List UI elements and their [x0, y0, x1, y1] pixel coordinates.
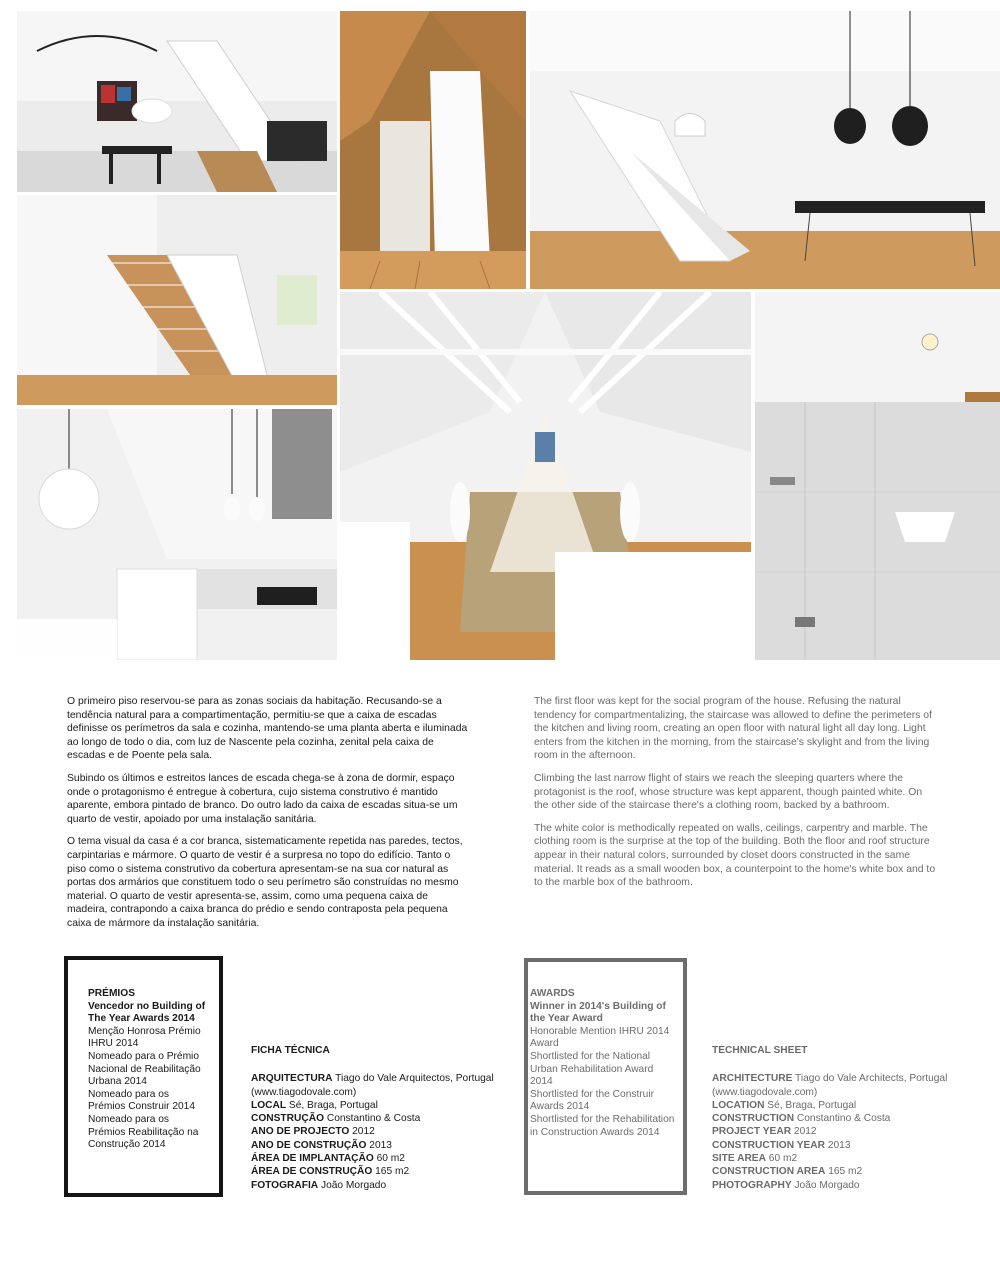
tech-value: Sé, Braga, Portugal: [764, 1099, 857, 1111]
tech-sheet-pt: [251, 1044, 511, 1192]
tech-row: [712, 1099, 972, 1112]
tech-row: [251, 1099, 511, 1112]
tech-value: Constantino & Costa: [794, 1113, 891, 1125]
photo-staircase: [17, 195, 337, 405]
tech-value: Sé, Braga, Portugal: [286, 1099, 378, 1111]
tech-label: LOCAL: [251, 1099, 287, 1111]
photo-kitchen: [17, 409, 337, 660]
tech-row: [712, 1072, 972, 1099]
tech-row: [251, 1125, 511, 1138]
tech-value: 165 m2: [825, 1166, 863, 1178]
tech-value: Constantino & Costa: [324, 1113, 421, 1125]
photo-living-room: [17, 11, 337, 192]
tech-label: ANO DE PROJECTO: [251, 1126, 350, 1138]
tech-sheet-title: FICHA TÉCNICA: [251, 1045, 330, 1056]
body-text-en: [534, 695, 938, 899]
tech-row: [712, 1139, 972, 1152]
award-item: Nomeado para o Prémio Nacional de Reabilitação Urbana 2014: [88, 1050, 201, 1088]
body-text-pt: [67, 695, 469, 940]
tech-label: PROJECT YEAR: [712, 1126, 792, 1138]
award-item: Shortlisted for the Construir Awards 2014: [530, 1088, 655, 1113]
tech-row: [712, 1112, 972, 1125]
awards-heading: PRÉMIOS: [88, 988, 135, 999]
tech-label: LOCATION: [712, 1099, 765, 1111]
tech-label: ARQUITECTURA: [251, 1073, 333, 1085]
tech-value: Tiago do Vale Arquitectos, Portugal (www.tiagodovale.com): [251, 1073, 494, 1098]
tech-row: [712, 1165, 972, 1178]
photo-bathroom: [755, 292, 1000, 660]
tech-label: ARCHITECTURE: [712, 1073, 793, 1085]
paragraph: Subindo os últimos e estreitos lances de escada chega-se à zona de dormir, espaço onde o protagonismo é entregue à cobertura, cujo sistema construtivo é mantido aparente, embora pintado de branco. Do outro lado da caixa de escadas situa-se um quarto de vestir, apoiado por uma instalação sanitária.: [67, 772, 458, 825]
awards-box-en: [524, 958, 687, 1195]
paragraph: Climbing the last narrow flight of stairs we reach the sleeping quarters where the protagonist is the roof, whose structure was kept apparent, though painted white. On the other side of the staircase there's a clothing room, backed by a bathroom.: [534, 772, 923, 812]
paragraph: O tema visual da casa é a cor branca, sistematicamente repetida nas paredes, tectos, carpintarias e mármore. O quarto de vestir é a surpresa no topo do edifício. Tanto o piso como o sistema construtivo da cobertura apresentam-se na sua cor natural as portas dos armários que constituem todo o seu perímetro são construídas no mesmo material. O quarto de vestir apresenta-se, assim, como uma pequena caixa de madeira, contrapondo a caixa branca do prédio e sendo contraposta pela pequena caixa de mármore da instalação sanitária.: [67, 836, 463, 929]
tech-label: ÁREA DE CONSTRUÇÃO: [251, 1166, 373, 1178]
tech-value: Tiago do Vale Architects, Portugal (www.tiagodovale.com): [712, 1073, 948, 1098]
tech-row: [712, 1125, 972, 1138]
award-item: Honorable Mention IHRU 2014 Award: [530, 1025, 670, 1050]
tech-label: FOTOGRAFIA: [251, 1179, 319, 1191]
tech-row: [251, 1139, 511, 1152]
tech-value: João Morgado: [791, 1179, 860, 1191]
award-item: Nomeado para os Prémios Construir 2014: [88, 1088, 196, 1113]
tech-value: 60 m2: [373, 1153, 405, 1165]
tech-value: 165 m2: [372, 1166, 410, 1178]
tech-row: [712, 1152, 972, 1165]
tech-value: 2012: [349, 1126, 375, 1138]
tech-label: ANO DE CONSTRUÇÃO: [251, 1139, 367, 1151]
paragraph: The white color is methodically repeated on walls, ceilings, carpentry and marble. The clothing room is the surprise at the top of the building. Both the floor and roof structure appear in their natural colors, surrounded by closet doors constructed in the same material. It reads as a small wooden box, a counterpoint to the home's white box and to to the marble box of the bathroom.: [534, 822, 936, 889]
award-item: Menção Honrosa Prémio IHRU 2014: [88, 1025, 201, 1050]
award-item: Shortlisted for the Rehabilitation in Construction Awards 2014: [530, 1113, 675, 1138]
awards-winner: Winner in 2014's Building of the Year Award: [530, 1000, 666, 1025]
tech-label: CONSTRUÇÃO: [251, 1113, 325, 1125]
tech-row: [251, 1165, 511, 1178]
tech-value: 2013: [366, 1139, 392, 1151]
tech-value: 2012: [791, 1126, 817, 1138]
tech-label: PHOTOGRAPHY: [712, 1179, 792, 1191]
tech-value: 60 m2: [765, 1153, 798, 1165]
paragraph: O primeiro piso reservou-se para as zonas sociais da habitação. Recusando-se a tendência natural para a compartimentação, permitiu-se que a caixa de escadas definisse os perímetros da sala e cozinha, mantendo-se uma planta aberta e iluminada ao longo de todo o dia, com luz de Nascente pela cozinha, zenital pela caixa de escadas e de Poente pela sala.: [67, 696, 468, 762]
tech-row: [712, 1179, 972, 1192]
tech-label: CONSTRUCTION YEAR: [712, 1139, 826, 1151]
tech-row: [251, 1179, 511, 1192]
photo-attic-bedroom: [340, 292, 751, 660]
tech-sheet-title: TECHNICAL SHEET: [712, 1045, 808, 1056]
tech-row: [251, 1072, 511, 1099]
tech-row: [251, 1112, 511, 1125]
tech-label: CONSTRUCTION AREA: [712, 1166, 826, 1178]
awards-heading: AWARDS: [530, 988, 575, 999]
tech-label: CONSTRUCTION: [712, 1113, 795, 1125]
paragraph: The first floor was kept for the social program of the house. Refusing the natural tendency for compartmentalizing, the staircase was allowed to define the perimeters of the kitchen and living room, creating an open floor with natural light all day long. Light enters from the kitchen in the morning, from the staircase's skylight and from the living room in the afternoon.: [534, 696, 932, 762]
photo-attic-closet: [340, 11, 526, 289]
tech-value: 2013: [825, 1139, 851, 1151]
award-item: Nomeado para os Prémios Reabilitação na Construção 2014: [88, 1113, 199, 1151]
tech-value: João Morgado: [318, 1179, 387, 1191]
tech-label: SITE AREA: [712, 1153, 766, 1165]
awards-box-pt: [64, 956, 223, 1197]
award-item: Shortlisted for the National Urban Rehabilitation Award 2014: [530, 1050, 654, 1088]
tech-sheet-en: [712, 1044, 972, 1192]
tech-label: ÁREA DE IMPLANTAÇÃO: [251, 1153, 374, 1165]
photo-white-room-bench: [530, 11, 1000, 289]
awards-winner: Vencedor no Building of The Year Awards 2014: [88, 1000, 206, 1025]
tech-row: [251, 1152, 511, 1165]
